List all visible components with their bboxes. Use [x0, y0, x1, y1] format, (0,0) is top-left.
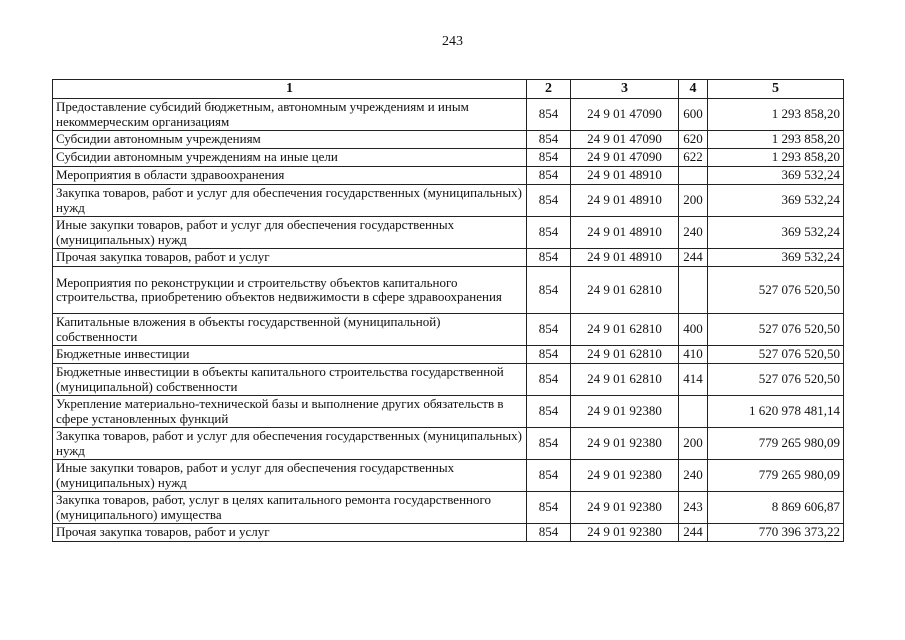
- row-expense-type: [679, 267, 708, 314]
- row-amount: 1 293 858,20: [708, 99, 844, 131]
- row-amount: 527 076 520,50: [708, 346, 844, 364]
- page-number: 243: [442, 34, 463, 49]
- table-row: [53, 460, 844, 492]
- header-col-2: 2: [527, 80, 571, 99]
- row-name: Капитальные вложения в объекты государственной (муниципальной) собственности: [53, 314, 527, 346]
- table-row: [53, 99, 844, 131]
- row-target-code: 24 9 01 48910: [571, 185, 679, 217]
- row-amount: 527 076 520,50: [708, 267, 844, 314]
- table-row: [53, 364, 844, 396]
- header-col-5: 5: [708, 80, 844, 99]
- row-amount: 369 532,24: [708, 249, 844, 267]
- row-target-code: 24 9 01 47090: [571, 99, 679, 131]
- row-target-code: 24 9 01 62810: [571, 364, 679, 396]
- row-amount: 527 076 520,50: [708, 364, 844, 396]
- row-name: Прочая закупка товаров, работ и услуг: [53, 249, 527, 267]
- row-name: Прочая закупка товаров, работ и услуг: [53, 524, 527, 542]
- row-expense-type: 200: [679, 185, 708, 217]
- row-expense-type: 244: [679, 249, 708, 267]
- table-row: [53, 217, 844, 249]
- table-row: [53, 185, 844, 217]
- table-row: [53, 267, 844, 314]
- row-name: Бюджетные инвестиции: [53, 346, 527, 364]
- row-amount: 527 076 520,50: [708, 314, 844, 346]
- row-name: Закупка товаров, работ и услуг для обеспечения государственных (муниципальных) нужд: [53, 185, 527, 217]
- row-ministry-code: 854: [527, 267, 571, 314]
- row-target-code: 24 9 01 92380: [571, 460, 679, 492]
- header-col-1: 1: [53, 80, 527, 99]
- row-name: Иные закупки товаров, работ и услуг для обеспечения государственных (муниципальных) нужд: [53, 460, 527, 492]
- table-row: [53, 428, 844, 460]
- row-amount: 779 265 980,09: [708, 460, 844, 492]
- row-target-code: 24 9 01 62810: [571, 267, 679, 314]
- row-target-code: 24 9 01 48910: [571, 249, 679, 267]
- row-target-code: 24 9 01 62810: [571, 314, 679, 346]
- row-ministry-code: 854: [527, 131, 571, 149]
- row-target-code: 24 9 01 47090: [571, 149, 679, 167]
- row-amount: 369 532,24: [708, 217, 844, 249]
- row-target-code: 24 9 01 92380: [571, 524, 679, 542]
- row-target-code: 24 9 01 48910: [571, 217, 679, 249]
- row-ministry-code: 854: [527, 460, 571, 492]
- table-row: [53, 249, 844, 267]
- table-row: [53, 149, 844, 167]
- table-row: [53, 131, 844, 149]
- row-name: Укрепление материально-технической базы и выполнение других обязательств в сфере установленных функций: [53, 396, 527, 428]
- row-ministry-code: 854: [527, 217, 571, 249]
- row-expense-type: 240: [679, 217, 708, 249]
- row-ministry-code: 854: [527, 99, 571, 131]
- row-target-code: 24 9 01 62810: [571, 346, 679, 364]
- row-ministry-code: 854: [527, 185, 571, 217]
- row-name: Иные закупки товаров, работ и услуг для обеспечения государственных (муниципальных) нужд: [53, 217, 527, 249]
- row-target-code: 24 9 01 48910: [571, 167, 679, 185]
- row-ministry-code: 854: [527, 249, 571, 267]
- table-row: [53, 396, 844, 428]
- table-row: [53, 167, 844, 185]
- row-target-code: 24 9 01 92380: [571, 428, 679, 460]
- row-target-code: 24 9 01 92380: [571, 396, 679, 428]
- row-ministry-code: 854: [527, 314, 571, 346]
- row-amount: 1 293 858,20: [708, 149, 844, 167]
- row-expense-type: 243: [679, 492, 708, 524]
- row-name: Мероприятия по реконструкции и строительству объектов капитального строительства, приобретению объектов недвижимости в сфере здравоохранения: [53, 267, 527, 314]
- row-expense-type: 622: [679, 149, 708, 167]
- row-ministry-code: 854: [527, 396, 571, 428]
- row-ministry-code: 854: [527, 346, 571, 364]
- row-name: Субсидии автономным учреждениям: [53, 131, 527, 149]
- row-ministry-code: 854: [527, 524, 571, 542]
- row-expense-type: 414: [679, 364, 708, 396]
- table-row: [53, 314, 844, 346]
- row-expense-type: 200: [679, 428, 708, 460]
- row-amount: 770 396 373,22: [708, 524, 844, 542]
- row-expense-type: [679, 396, 708, 428]
- row-amount: 1 293 858,20: [708, 131, 844, 149]
- row-expense-type: 240: [679, 460, 708, 492]
- row-name: Субсидии автономным учреждениям на иные цели: [53, 149, 527, 167]
- row-expense-type: 620: [679, 131, 708, 149]
- row-amount: 1 620 978 481,14: [708, 396, 844, 428]
- budget-table: [52, 79, 844, 542]
- row-expense-type: 600: [679, 99, 708, 131]
- header-col-4: 4: [679, 80, 708, 99]
- table-row: [53, 492, 844, 524]
- row-target-code: 24 9 01 92380: [571, 492, 679, 524]
- row-expense-type: 410: [679, 346, 708, 364]
- row-name: Закупка товаров, работ и услуг для обеспечения государственных (муниципальных) нужд: [53, 428, 527, 460]
- row-target-code: 24 9 01 47090: [571, 131, 679, 149]
- row-ministry-code: 854: [527, 167, 571, 185]
- row-expense-type: [679, 167, 708, 185]
- row-expense-type: 400: [679, 314, 708, 346]
- table-header-row: [53, 80, 844, 99]
- table-row: [53, 524, 844, 542]
- row-amount: 8 869 606,87: [708, 492, 844, 524]
- header-col-3: 3: [571, 80, 679, 99]
- row-name: Мероприятия в области здравоохранения: [53, 167, 527, 185]
- row-expense-type: 244: [679, 524, 708, 542]
- row-name: Бюджетные инвестиции в объекты капитального строительства государственной (муниципальной) собственности: [53, 364, 527, 396]
- row-ministry-code: 854: [527, 149, 571, 167]
- row-ministry-code: 854: [527, 428, 571, 460]
- row-name: Предоставление субсидий бюджетным, автономным учреждениям и иным некоммерческим организациям: [53, 99, 527, 131]
- row-amount: 369 532,24: [708, 167, 844, 185]
- row-ministry-code: 854: [527, 364, 571, 396]
- table-row: [53, 346, 844, 364]
- row-ministry-code: 854: [527, 492, 571, 524]
- row-name: Закупка товаров, работ, услуг в целях капитального ремонта государственного (муниципального) имущества: [53, 492, 527, 524]
- row-amount: 369 532,24: [708, 185, 844, 217]
- row-amount: 779 265 980,09: [708, 428, 844, 460]
